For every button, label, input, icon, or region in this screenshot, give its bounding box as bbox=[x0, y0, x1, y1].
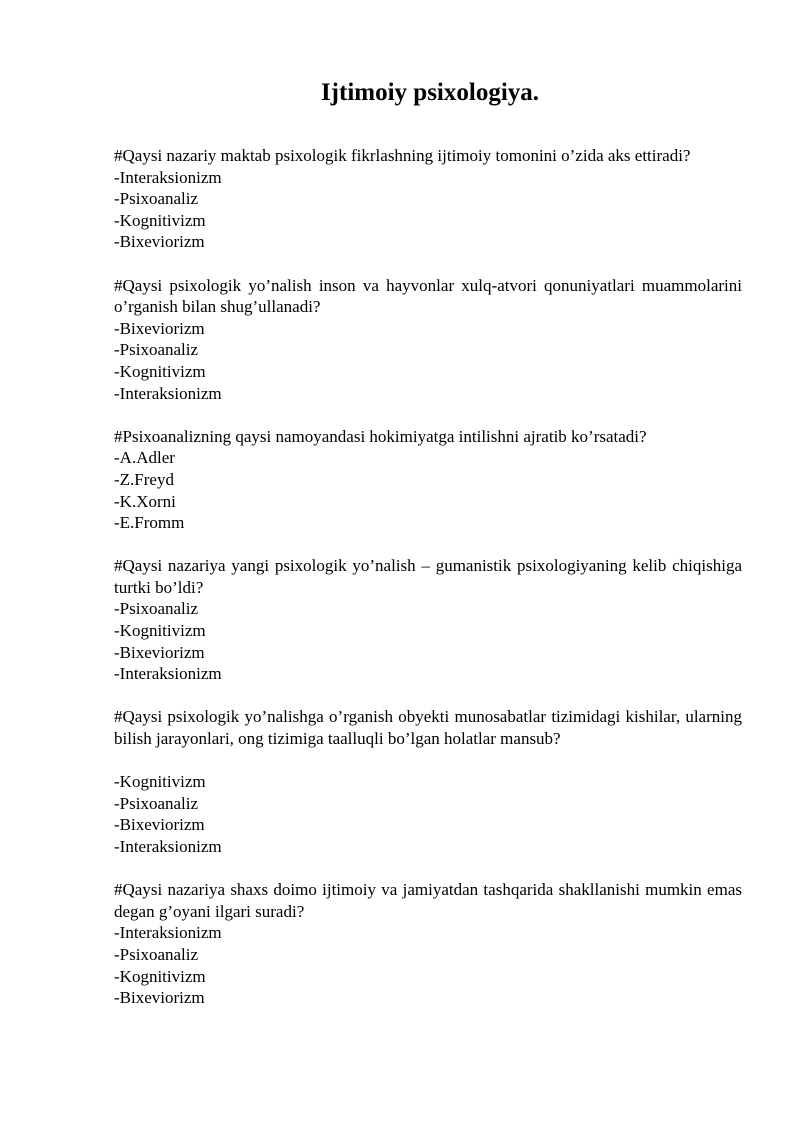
answer-option: -Z.Freyd bbox=[114, 469, 174, 489]
answer-option: -Interaksionizm bbox=[114, 383, 222, 403]
blank-line bbox=[114, 750, 742, 772]
answer-option: -Bixeviorizm bbox=[114, 642, 205, 662]
answer-option: -Interaksionizm bbox=[114, 837, 222, 856]
question-text: #Qaysi nazariy maktab psixologik fikrlashning ijtimoiy tomonini o’zida aks ettiradi? bbox=[114, 146, 691, 165]
question-block bbox=[114, 275, 742, 405]
answer-option: -Interaksionizm bbox=[114, 167, 222, 187]
answer-option: -A.Adler bbox=[114, 448, 175, 468]
answer-option: -Kognitivizm bbox=[114, 210, 206, 230]
answer-option: -Kognitivizm bbox=[114, 966, 206, 986]
answer-options bbox=[114, 318, 742, 404]
answer-option: -Psixoanaliz bbox=[114, 189, 199, 209]
answer-options bbox=[114, 922, 742, 1008]
question-text: #Qaysi psixologik yo’nalish inson va hayvonlar xulq-atvori qonuniyatlari muammolarini o’rganish bilan shug’ullanadi? bbox=[114, 275, 742, 317]
question-block bbox=[114, 145, 742, 253]
answer-option: -E.Fromm bbox=[114, 513, 185, 533]
document-title: Ijtimoiy psixologiya. bbox=[320, 79, 540, 106]
question-text: #Qaysi psixologik yo’nalishga o’rganish obyekti munosabatlar tizimidagi kishilar, ularning bilish jarayonlari, ong tizimiga taalluqli bo’lgan holatlar mansub? bbox=[114, 707, 742, 749]
question-text: #Qaysi nazariya yangi psixologik yo’nalish – gumanistik psixologiyaning kelib chiqishiga turtki bo’ldi? bbox=[114, 556, 742, 597]
answer-option: -Psixoanaliz bbox=[114, 340, 199, 360]
answer-option: -Bixeviorizm bbox=[114, 232, 205, 252]
answer-option: -Kognitivizm bbox=[114, 621, 206, 641]
answer-option: -Bixeviorizm bbox=[114, 318, 205, 338]
question-text: #Qaysi nazariya shaxs doimo ijtimoiy va jamiyatdan tashqarida shakllanishi mumkin emas degan g’oyani ilgari suradi? bbox=[114, 880, 742, 921]
question-block bbox=[114, 879, 742, 1009]
answer-options bbox=[114, 167, 742, 253]
answer-option: -Psixoanaliz bbox=[114, 793, 199, 813]
answer-option: -Kognitivizm bbox=[114, 772, 206, 792]
answer-option: -Bixeviorizm bbox=[114, 815, 205, 835]
answer-option: -Psixoanaliz bbox=[114, 599, 199, 619]
answer-options bbox=[114, 447, 742, 533]
answer-options bbox=[114, 598, 742, 684]
question-block bbox=[114, 706, 742, 857]
answer-option: -Interaksionizm bbox=[114, 664, 222, 684]
answer-options bbox=[114, 771, 742, 857]
answer-option: -Bixeviorizm bbox=[114, 988, 205, 1008]
question-block bbox=[114, 426, 742, 534]
answer-option: -Kognitivizm bbox=[114, 361, 206, 381]
answer-option: -K.Xorni bbox=[114, 491, 176, 511]
question-list bbox=[114, 145, 742, 1030]
question-text: #Psixoanalizning qaysi namoyandasi hokimiyatga intilishni ajratib ko’rsatadi? bbox=[114, 426, 647, 446]
question-block bbox=[114, 555, 742, 685]
answer-option: -Psixoanaliz bbox=[114, 944, 199, 964]
answer-option: -Interaksionizm bbox=[114, 923, 222, 943]
